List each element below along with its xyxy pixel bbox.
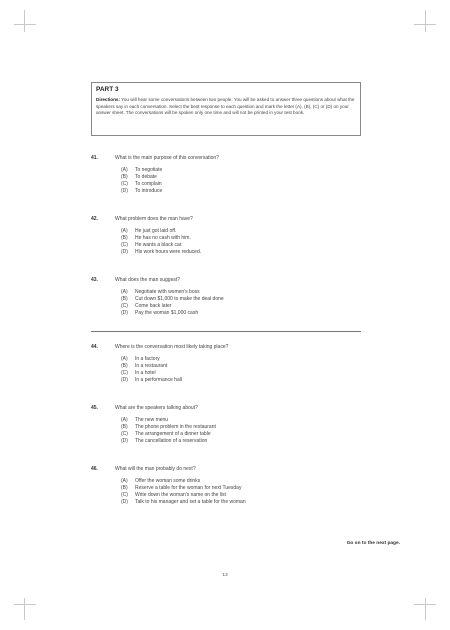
question-45 [91,404,381,445]
crop-mark [14,604,36,605]
question-text: Where is the conversation most likely taking place? [115,344,229,350]
option-text: He has no cash with him. [135,234,191,241]
option-letter: (D) [121,438,128,445]
crop-mark [425,598,426,620]
answer-option[interactable] [121,188,381,195]
answer-option[interactable] [121,499,381,506]
option-letter: (D) [121,377,128,384]
crop-mark [24,598,25,620]
answer-options [91,166,381,195]
question-text: What does the man suggest? [115,277,181,283]
answer-option[interactable] [121,416,381,423]
option-letter: (A) [121,416,128,423]
question-number: 46. [91,466,98,472]
option-text: Come back later [135,302,172,309]
next-page-note: Go on to the next page. [346,541,400,546]
option-letter: (C) [121,491,128,498]
question-43 [91,276,381,317]
directions-body: You will hear some conversations between two people. You will be asked to answer three questions about what the speakers say in each conversation. Select the best response to each question and mark the letter (A), (B), (C) or (D) on your answer sheet. The conversations will be spoken only one time and will not be printed in your test book. [96,97,355,116]
question-number: 42. [91,216,98,222]
option-letter: (A) [121,355,128,362]
answer-option[interactable] [121,377,381,384]
option-text: Cut down $1,000 to make the deal done [135,295,224,302]
question-number: 43. [91,277,98,283]
option-text: To introduce [135,188,163,195]
directions-label: Directions: [96,97,120,102]
answer-option[interactable] [121,362,381,369]
answer-options [91,355,381,384]
option-text: Talk to his manager and set a table for the woman [135,499,246,506]
crop-mark [425,10,426,32]
option-letter: (D) [121,188,128,195]
question-number: 44. [91,344,98,350]
answer-option[interactable] [121,234,381,241]
part-directions-box [91,82,361,136]
answer-option[interactable] [121,484,381,491]
option-text: Offer the woman some drinks [135,477,201,484]
option-text: To complain [135,180,162,187]
option-text: In a restaurant [135,362,168,369]
option-letter: (A) [121,227,128,234]
question-number: 45. [91,405,98,411]
option-letter: (D) [121,499,128,506]
option-text: Pay the woman $1,000 cash [135,310,199,317]
option-letter: (C) [121,180,128,187]
answer-option[interactable] [121,241,381,248]
option-text: The cancellation of a reservation [135,438,208,445]
answer-option[interactable] [121,355,381,362]
option-text: The arrangement of a dinner table [135,430,211,437]
option-letter: (D) [121,249,128,256]
question-number: 41. [91,155,98,161]
answer-option[interactable] [121,438,381,445]
question-41 [91,154,381,195]
answer-option[interactable] [121,369,381,376]
answer-option[interactable] [121,166,381,173]
question-text: What will the man probably do next? [115,466,196,472]
answer-option[interactable] [121,288,381,295]
crop-mark [14,24,36,25]
crop-mark [24,10,25,32]
option-letter: (B) [121,234,128,241]
answer-option[interactable] [121,477,381,484]
answer-option[interactable] [121,423,381,430]
option-text: In a performance hall [135,377,182,384]
option-text: In a factory [135,355,160,362]
answer-option[interactable] [121,227,381,234]
option-text: The phone problem in the restaurant [135,423,216,430]
option-letter: (B) [121,484,128,491]
option-letter: (C) [121,302,128,309]
answer-option[interactable] [121,430,381,437]
answer-option[interactable] [121,173,381,180]
option-text: To negotiate [135,166,163,173]
directions-text [96,97,356,117]
answer-option[interactable] [121,302,381,309]
option-letter: (D) [121,310,128,317]
option-text: In a hotel [135,369,156,376]
answer-option[interactable] [121,295,381,302]
question-text: What are the speakers talking about? [115,405,198,411]
answer-option[interactable] [121,249,381,256]
option-text: Reserve a table for the woman for next Tuesday [135,484,242,491]
answer-options [91,288,381,317]
option-letter: (C) [121,369,128,376]
option-text: The new menu [135,416,169,423]
option-text: Write down the woman's name on the list [135,491,226,498]
answer-options [91,477,381,506]
option-letter: (B) [121,362,128,369]
question-text: What is the main purpose of this conversation? [115,155,219,161]
option-letter: (B) [121,173,128,180]
option-text: He just got laid off. [135,227,177,234]
option-letter: (A) [121,288,128,295]
answer-option[interactable] [121,310,381,317]
question-text: What problem does the man have? [115,216,193,222]
question-44 [91,343,381,384]
page-number: 13 [222,573,228,578]
question-42 [91,215,381,256]
answer-option[interactable] [121,180,381,187]
option-text: He wants a black car. [135,241,183,248]
answer-options [91,227,381,256]
option-letter: (A) [121,166,128,173]
option-text: His work hours were reduced. [135,249,202,256]
option-letter: (A) [121,477,128,484]
option-letter: (B) [121,295,128,302]
section-divider [91,331,361,332]
option-text: To debate [135,173,157,180]
option-letter: (C) [121,430,128,437]
option-text: Negotiate with women's boss [135,288,200,295]
option-letter: (C) [121,241,128,248]
question-46 [91,465,381,506]
part-title: PART 3 [96,86,119,93]
option-letter: (B) [121,423,128,430]
answer-option[interactable] [121,491,381,498]
answer-options [91,416,381,445]
